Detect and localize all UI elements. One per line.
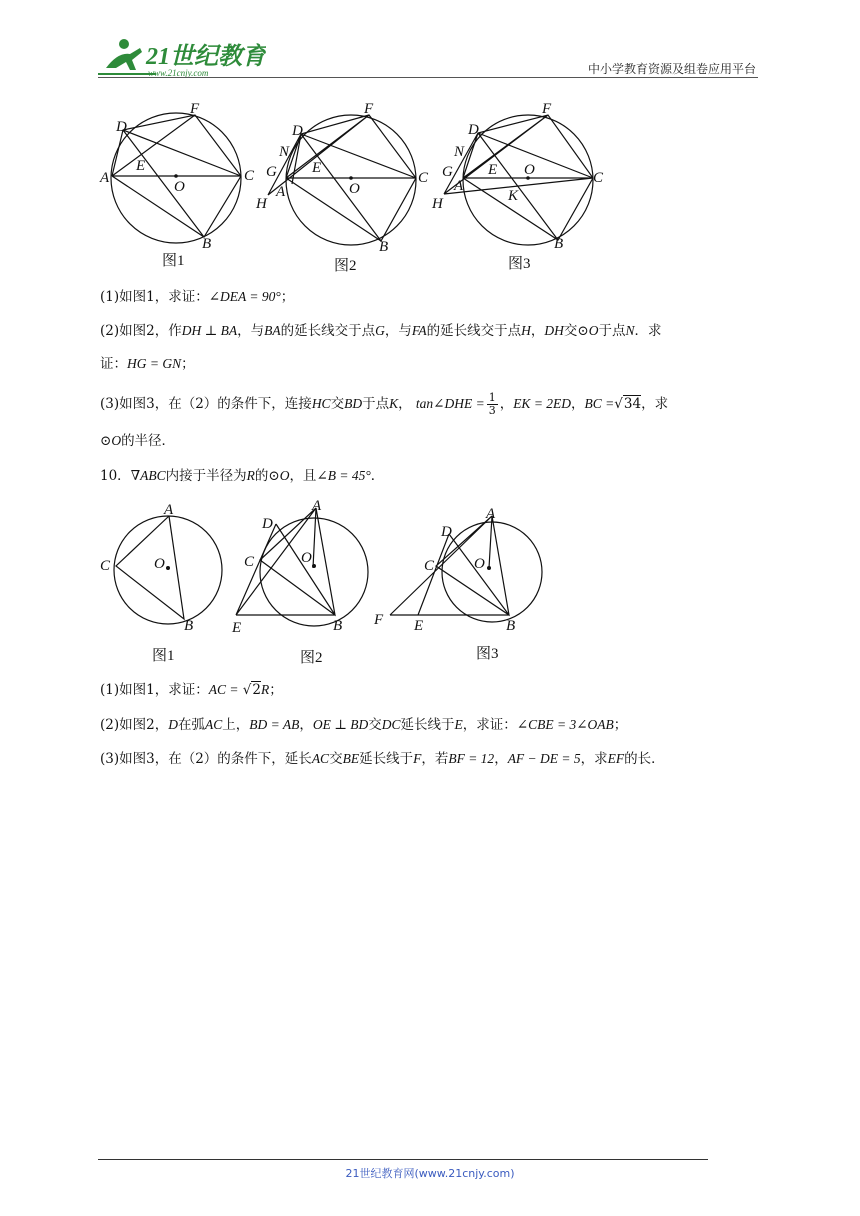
q10-part1: (1)如图1，求证：AC = √2R；: [100, 682, 283, 698]
label-A: A: [312, 498, 322, 514]
circle-q10-fig3: [442, 522, 542, 622]
q9-part1: (1)如图1，求证：∠DEA = 90°；: [100, 289, 295, 305]
label-D: D: [292, 123, 303, 139]
label-E: E: [232, 620, 242, 636]
label-A: A: [276, 184, 286, 200]
label-N: N: [279, 144, 290, 160]
caption-q10-fig2: 图2: [300, 650, 323, 666]
label-D: D: [468, 122, 479, 138]
label-A: A: [164, 502, 174, 518]
label-O: O: [524, 162, 535, 178]
label-G: G: [442, 164, 453, 180]
label-O: O: [474, 556, 485, 572]
platform-title: 中小学教育资源及组卷应用平台: [587, 62, 756, 76]
label-C: C: [244, 554, 255, 570]
label-E: E: [136, 158, 146, 174]
label-K: K: [508, 188, 519, 204]
label-G: G: [266, 164, 277, 180]
label-A: A: [100, 170, 110, 186]
label-O: O: [154, 556, 165, 572]
q9-part3-line1: (3)如图3，在（2）的条件下，连接HC交BD于点K， tan∠DHE = $\frac{1}{3}$ ，EK = 2ED，BC =√34，求: [100, 391, 669, 417]
label-F: F: [364, 101, 374, 117]
q9-part3-line2: ⊙O的半径．: [100, 433, 176, 449]
footer-divider: [98, 1159, 708, 1160]
label-O: O: [349, 181, 360, 197]
caption-fig1: 图1: [162, 253, 185, 269]
footer-link[interactable]: 21世纪教育网(www.21cnjy.com): [345, 1167, 515, 1180]
label-E: E: [312, 160, 322, 176]
label-A: A: [454, 178, 464, 194]
q9-part2-line2: 证：HG = GN；: [100, 356, 195, 372]
label-H: H: [256, 196, 267, 212]
q10-part3: (3)如图3，在（2）的条件下，延长AC交BE延长线于F，若BF = 12，AF − DE = 5，求EF的长．: [100, 751, 665, 767]
figure-set-q10: [96, 498, 556, 674]
label-C: C: [100, 558, 111, 574]
label-F: F: [190, 101, 200, 117]
label-D: D: [116, 119, 127, 135]
caption-q10-fig3: 图3: [476, 646, 499, 662]
label-F: F: [374, 612, 384, 628]
label-A: A: [486, 506, 496, 522]
q10-stem: 10．∇ABC内接于半径为R的⊙O，且∠B = 45°．: [100, 468, 385, 484]
label-O: O: [174, 179, 185, 195]
label-D: D: [441, 524, 452, 540]
label-O: O: [301, 550, 312, 566]
site-logo: [96, 34, 266, 80]
caption-q10-fig1: 图1: [152, 648, 175, 664]
label-H: H: [432, 196, 443, 212]
label-F: F: [542, 101, 552, 117]
label-C: C: [424, 558, 435, 574]
label-E: E: [414, 618, 424, 634]
label-D: D: [262, 516, 273, 532]
caption-fig2: 图2: [334, 258, 357, 274]
label-C: C: [244, 168, 255, 184]
logo-url: www.21cnjy.com: [148, 68, 209, 78]
logo-text: 21世纪教育: [146, 44, 266, 70]
label-B: B: [506, 618, 516, 634]
caption-fig3: 图3: [508, 256, 531, 272]
figure-set-q9: [96, 98, 656, 282]
circle-fig2: [286, 115, 416, 245]
label-B: B: [184, 618, 194, 634]
q10-part2: (2)如图2，D在弧AC上，BD = AB，OE ⊥ BD交DC延长线于E，求证：∠CBE = 3∠OAB；: [100, 717, 628, 733]
fraction-one-third: $\frac{1}{3}$: [488, 391, 496, 417]
label-E: E: [488, 162, 498, 178]
label-B: B: [202, 236, 212, 252]
label-N: N: [454, 144, 465, 160]
label-C: C: [593, 170, 604, 186]
label-B: B: [379, 239, 389, 255]
header-divider: [98, 77, 758, 78]
label-B: B: [333, 618, 343, 634]
label-B: B: [554, 236, 564, 252]
label-C: C: [418, 170, 429, 186]
q9-part2-line1: (2)如图2，作DH ⊥ BA，与BA的延长线交于点G，与FA的延长线交于点H，DH交⊙O于点N．求: [100, 323, 662, 339]
